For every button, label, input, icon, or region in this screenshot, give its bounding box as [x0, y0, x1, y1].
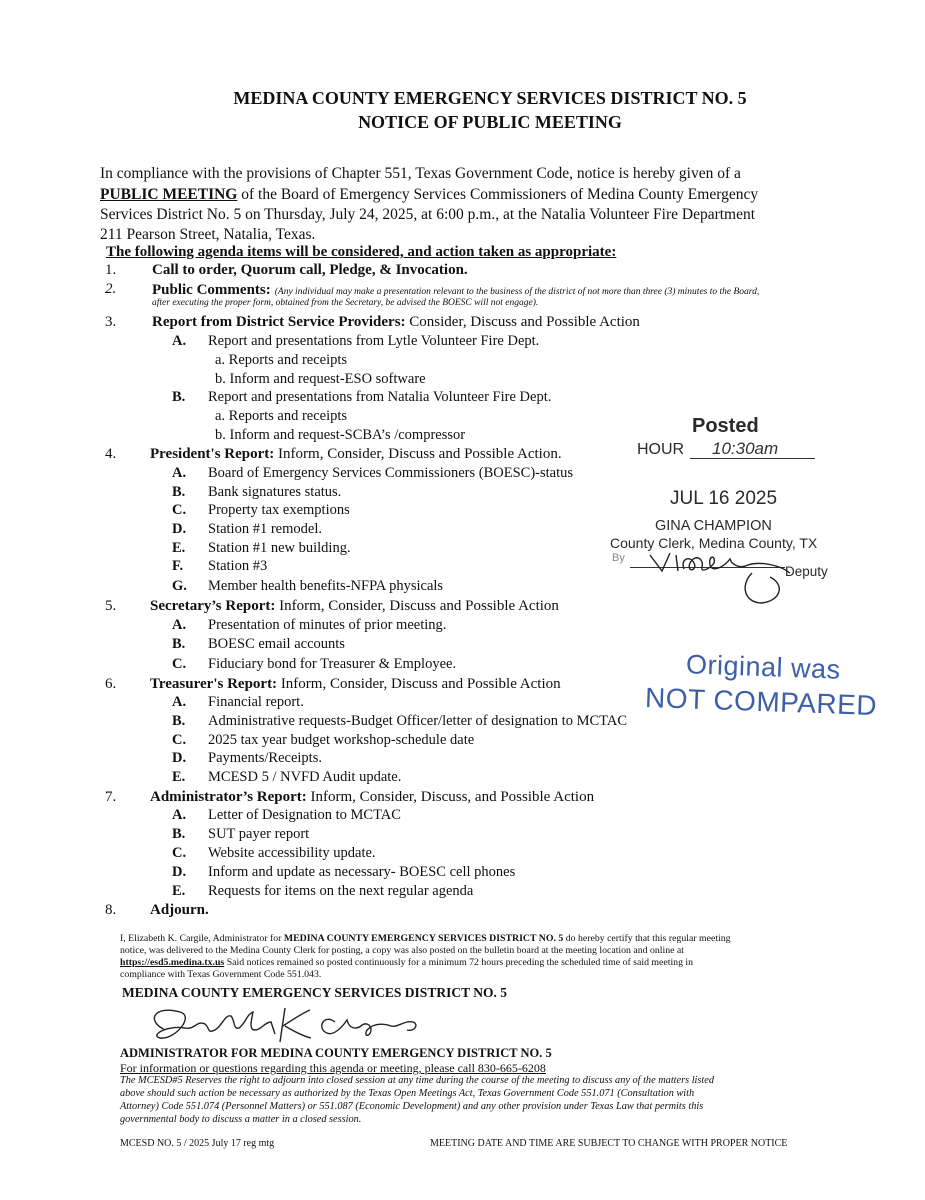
certification-line-2: notice, was delivered to the Medina County Clerk for posting, a copy was also posted on the bulletin board at the meeting location and online at — [120, 945, 685, 956]
item-6-letter: E. — [172, 769, 186, 785]
stamp-hour-value: 10:30am — [712, 439, 779, 458]
stamp-by: By — [612, 552, 625, 564]
item-6-letter: C. — [172, 732, 187, 748]
stamp-posted: Posted — [692, 415, 759, 437]
item-4-letter: E. — [172, 540, 186, 556]
item-3b-letter: B. — [172, 389, 186, 405]
item-1-title: Call to order, Quorum call, Pledge, & Invocation. — [152, 262, 468, 278]
item-4-text: Board of Emergency Services Commissioners (BOESC)-status — [208, 465, 573, 481]
website-link[interactable]: https://esd5.medina.tx.us — [120, 957, 225, 968]
item-7-letter: E. — [172, 883, 186, 899]
intro-line-3: Services District No. 5 on Thursday, July 24, 2025, at 6:00 p.m., at the Natalia Volunteer Fire Department — [100, 206, 756, 223]
administrator-line: ADMINISTRATOR FOR MEDINA COUNTY EMERGENCY DISTRICT NO. 5 — [120, 1046, 552, 1060]
disclaimer-line-3: Attorney) Code 551.074 (Personnel Matters) or 551.087 (Economic Development) and any other provision under Texas Law that permits this — [120, 1101, 704, 1112]
district-name: MEDINA COUNTY EMERGENCY SERVICES DISTRICT NO. 5 — [122, 985, 507, 1000]
item-4-text: Property tax exemptions — [208, 502, 350, 518]
item-5-letter: B. — [172, 636, 186, 652]
item-7-title: Administrator’s Report: — [150, 789, 307, 805]
item-5-text: BOESC email accounts — [208, 636, 345, 652]
item-4-text: Station #1 new building. — [208, 540, 351, 556]
item-7-text: Inform and update as necessary- BOESC cell phones — [208, 864, 516, 880]
item-3b-text: Report and presentations from Natalia Volunteer Fire Dept. — [208, 389, 552, 405]
item-6-text: Financial report. — [208, 694, 304, 710]
item-3-row — [152, 314, 640, 331]
item-4-letter: A. — [172, 465, 187, 481]
stamp-clerk-name: GINA CHAMPION — [655, 518, 772, 534]
item-4-text: Station #3 — [208, 558, 268, 574]
item-6-letter: B. — [172, 713, 186, 729]
item-3-action: Consider, Discuss and Possible Action — [405, 314, 640, 330]
item-5-title: Secretary’s Report: — [150, 598, 276, 614]
stamp-clerk-title: County Clerk, Medina County, TX — [610, 535, 818, 551]
item-3b-sub-a: a. Reports and receipts — [215, 408, 348, 424]
item-3a-text: Report and presentations from Lytle Volunteer Fire Dept. — [208, 333, 540, 349]
item-7-row — [150, 789, 594, 806]
stamp-hour-label: HOUR — [637, 441, 685, 458]
intro-line-4: 211 Pearson Street, Natalia, Texas. — [100, 226, 316, 243]
item-5-letter: C. — [172, 656, 187, 672]
agenda-heading: The following agenda items will be considered, and action taken as appropriate: — [106, 244, 617, 260]
item-7-text: Requests for items on the next regular agenda — [208, 883, 474, 899]
disclaimer-line-2: above should such action be necessary as authorized by the Texas Open Meetings Act, Texas Government Code 551.071 (Consultation with — [120, 1088, 695, 1099]
item-5-letter: A. — [172, 617, 187, 633]
item-7-letter: C. — [172, 845, 187, 861]
item-4-title: President's Report: — [150, 446, 275, 462]
stamp-original-line-1: Original was — [685, 649, 842, 685]
item-6-row — [150, 676, 561, 693]
item-7-text: Website accessibility update. — [208, 845, 376, 861]
deputy-signature-scribble — [640, 545, 820, 625]
item-6-title: Treasurer's Report: — [150, 676, 278, 692]
item-4-letter: F. — [172, 558, 184, 574]
disclaimer-line-1: The MCESD#5 Reserves the right to adjourn into closed session at any time during the course of the meeting to discuss any of the matters listed — [120, 1075, 715, 1086]
public-meeting-label: PUBLIC MEETING — [100, 186, 238, 203]
item-4-text: Station #1 remodel. — [208, 521, 322, 537]
item-4-letter: G. — [172, 578, 187, 594]
item-5-number: 5. — [105, 598, 117, 614]
item-7-letter: A. — [172, 807, 187, 823]
item-6-letter: D. — [172, 750, 187, 766]
item-1-number: 1. — [105, 262, 117, 278]
item-7-letter: D. — [172, 864, 187, 880]
item-6-letter: A. — [172, 694, 187, 710]
item-6-number: 6. — [105, 676, 117, 692]
item-3-title: Report from District Service Providers: — [152, 314, 406, 330]
item-4-text: Bank signatures status. — [208, 484, 342, 500]
item-6-text: Payments/Receipts. — [208, 750, 322, 766]
item-5-row — [150, 598, 559, 615]
item-4-number: 4. — [105, 446, 117, 462]
item-2-number: 2. — [105, 281, 117, 297]
item-6-text: 2025 tax year budget workshop-schedule date — [208, 732, 475, 748]
item-6-action: Inform, Consider, Discuss and Possible Action — [277, 676, 561, 692]
item-6-text: Administrative requests-Budget Officer/letter of designation to MCTAC — [208, 713, 627, 729]
stamp-original-line-2: NOT COMPARED — [644, 681, 878, 722]
signature-scribble — [135, 1000, 455, 1050]
certification-line-4: compliance with Texas Government Code 551.043. — [120, 969, 322, 980]
document-title: MEDINA COUNTY EMERGENCY SERVICES DISTRICT NO. 5 — [233, 88, 747, 108]
intro-line-2 — [100, 186, 758, 204]
stamp-deputy: Deputy — [785, 564, 828, 579]
cert-text: I, Elizabeth K. Cargile, Administrator for — [120, 933, 284, 944]
intro-line-2-rest: of the Board of Emergency Services Commissioners of Medina County Emergency — [237, 186, 759, 203]
item-3a-sub-a: a. Reports and receipts — [215, 352, 348, 368]
item-7-text: SUT payer report — [208, 826, 310, 842]
item-5-text: Fiduciary bond for Treasurer & Employee. — [208, 656, 457, 672]
item-7-action: Inform, Consider, Discuss, and Possible Action — [306, 789, 595, 805]
item-6-text: MCESD 5 / NVFD Audit update. — [208, 769, 402, 785]
item-7-letter: B. — [172, 826, 186, 842]
item-5-action: Inform, Consider, Discuss and Possible Action — [275, 598, 559, 614]
item-7-number: 7. — [105, 789, 117, 805]
item-4-text: Member health benefits-NFPA physicals — [208, 578, 444, 594]
stamp-date: JUL 16 2025 — [670, 488, 778, 509]
signature — [135, 1000, 455, 1050]
footer-left: MCESD NO. 5 / 2025 July 17 reg mtg — [120, 1138, 275, 1149]
item-4-letter: C. — [172, 502, 187, 518]
footer-right: MEETING DATE AND TIME ARE SUBJECT TO CHANGE WITH PROPER NOTICE — [430, 1138, 788, 1149]
item-2-note-1: (Any individual may make a presentation relevant to the business of the district of not more than three (3) minutes to the Board, — [274, 287, 760, 297]
item-4-letter: D. — [172, 521, 187, 537]
item-4-row — [150, 446, 562, 463]
cert-text: do hereby certify that this regular meeting — [563, 933, 731, 944]
item-8-number: 8. — [105, 902, 117, 918]
item-4-action: Inform, Consider, Discuss and Possible Action. — [274, 446, 562, 462]
item-3b-sub-b: b. Inform and request-SCBA’s /compressor — [215, 427, 466, 443]
certification-line-3 — [120, 957, 693, 968]
item-3a-letter: A. — [172, 333, 187, 349]
cert-district: MEDINA COUNTY EMERGENCY SERVICES DISTRICT NO. 5 — [283, 933, 564, 944]
item-2-row — [152, 281, 759, 299]
item-2-note-2: after executing the proper form, obtained from the Secretary, be advised the BOESC will not engage). — [152, 298, 539, 308]
item-8-title: Adjourn. — [150, 902, 209, 918]
deputy-signature — [640, 545, 820, 625]
item-5-text: Presentation of minutes of prior meeting. — [208, 617, 447, 633]
item-7-text: Letter of Designation to MCTAC — [208, 807, 401, 823]
certification-line-1 — [120, 933, 731, 944]
item-4-letter: B. — [172, 484, 186, 500]
disclaimer-line-4: governmental body to discuss a matter in a closed session. — [120, 1114, 362, 1125]
cert-text: Said notices remained so posted continuously for a minimum 72 hours preceding the scheduled time of said meeting in — [224, 957, 694, 968]
contact-line: For information or questions regarding this agenda or meeting, please call 830-665-6208 — [120, 1061, 546, 1075]
item-2-title: Public Comments: — [152, 282, 271, 298]
intro-line-1: In compliance with the provisions of Chapter 551, Texas Government Code, notice is hereby given of a — [100, 165, 741, 182]
item-3-number: 3. — [105, 314, 117, 330]
item-3a-sub-b: b. Inform and request-ESO software — [215, 371, 426, 387]
document-subtitle: NOTICE OF PUBLIC MEETING — [358, 112, 622, 132]
